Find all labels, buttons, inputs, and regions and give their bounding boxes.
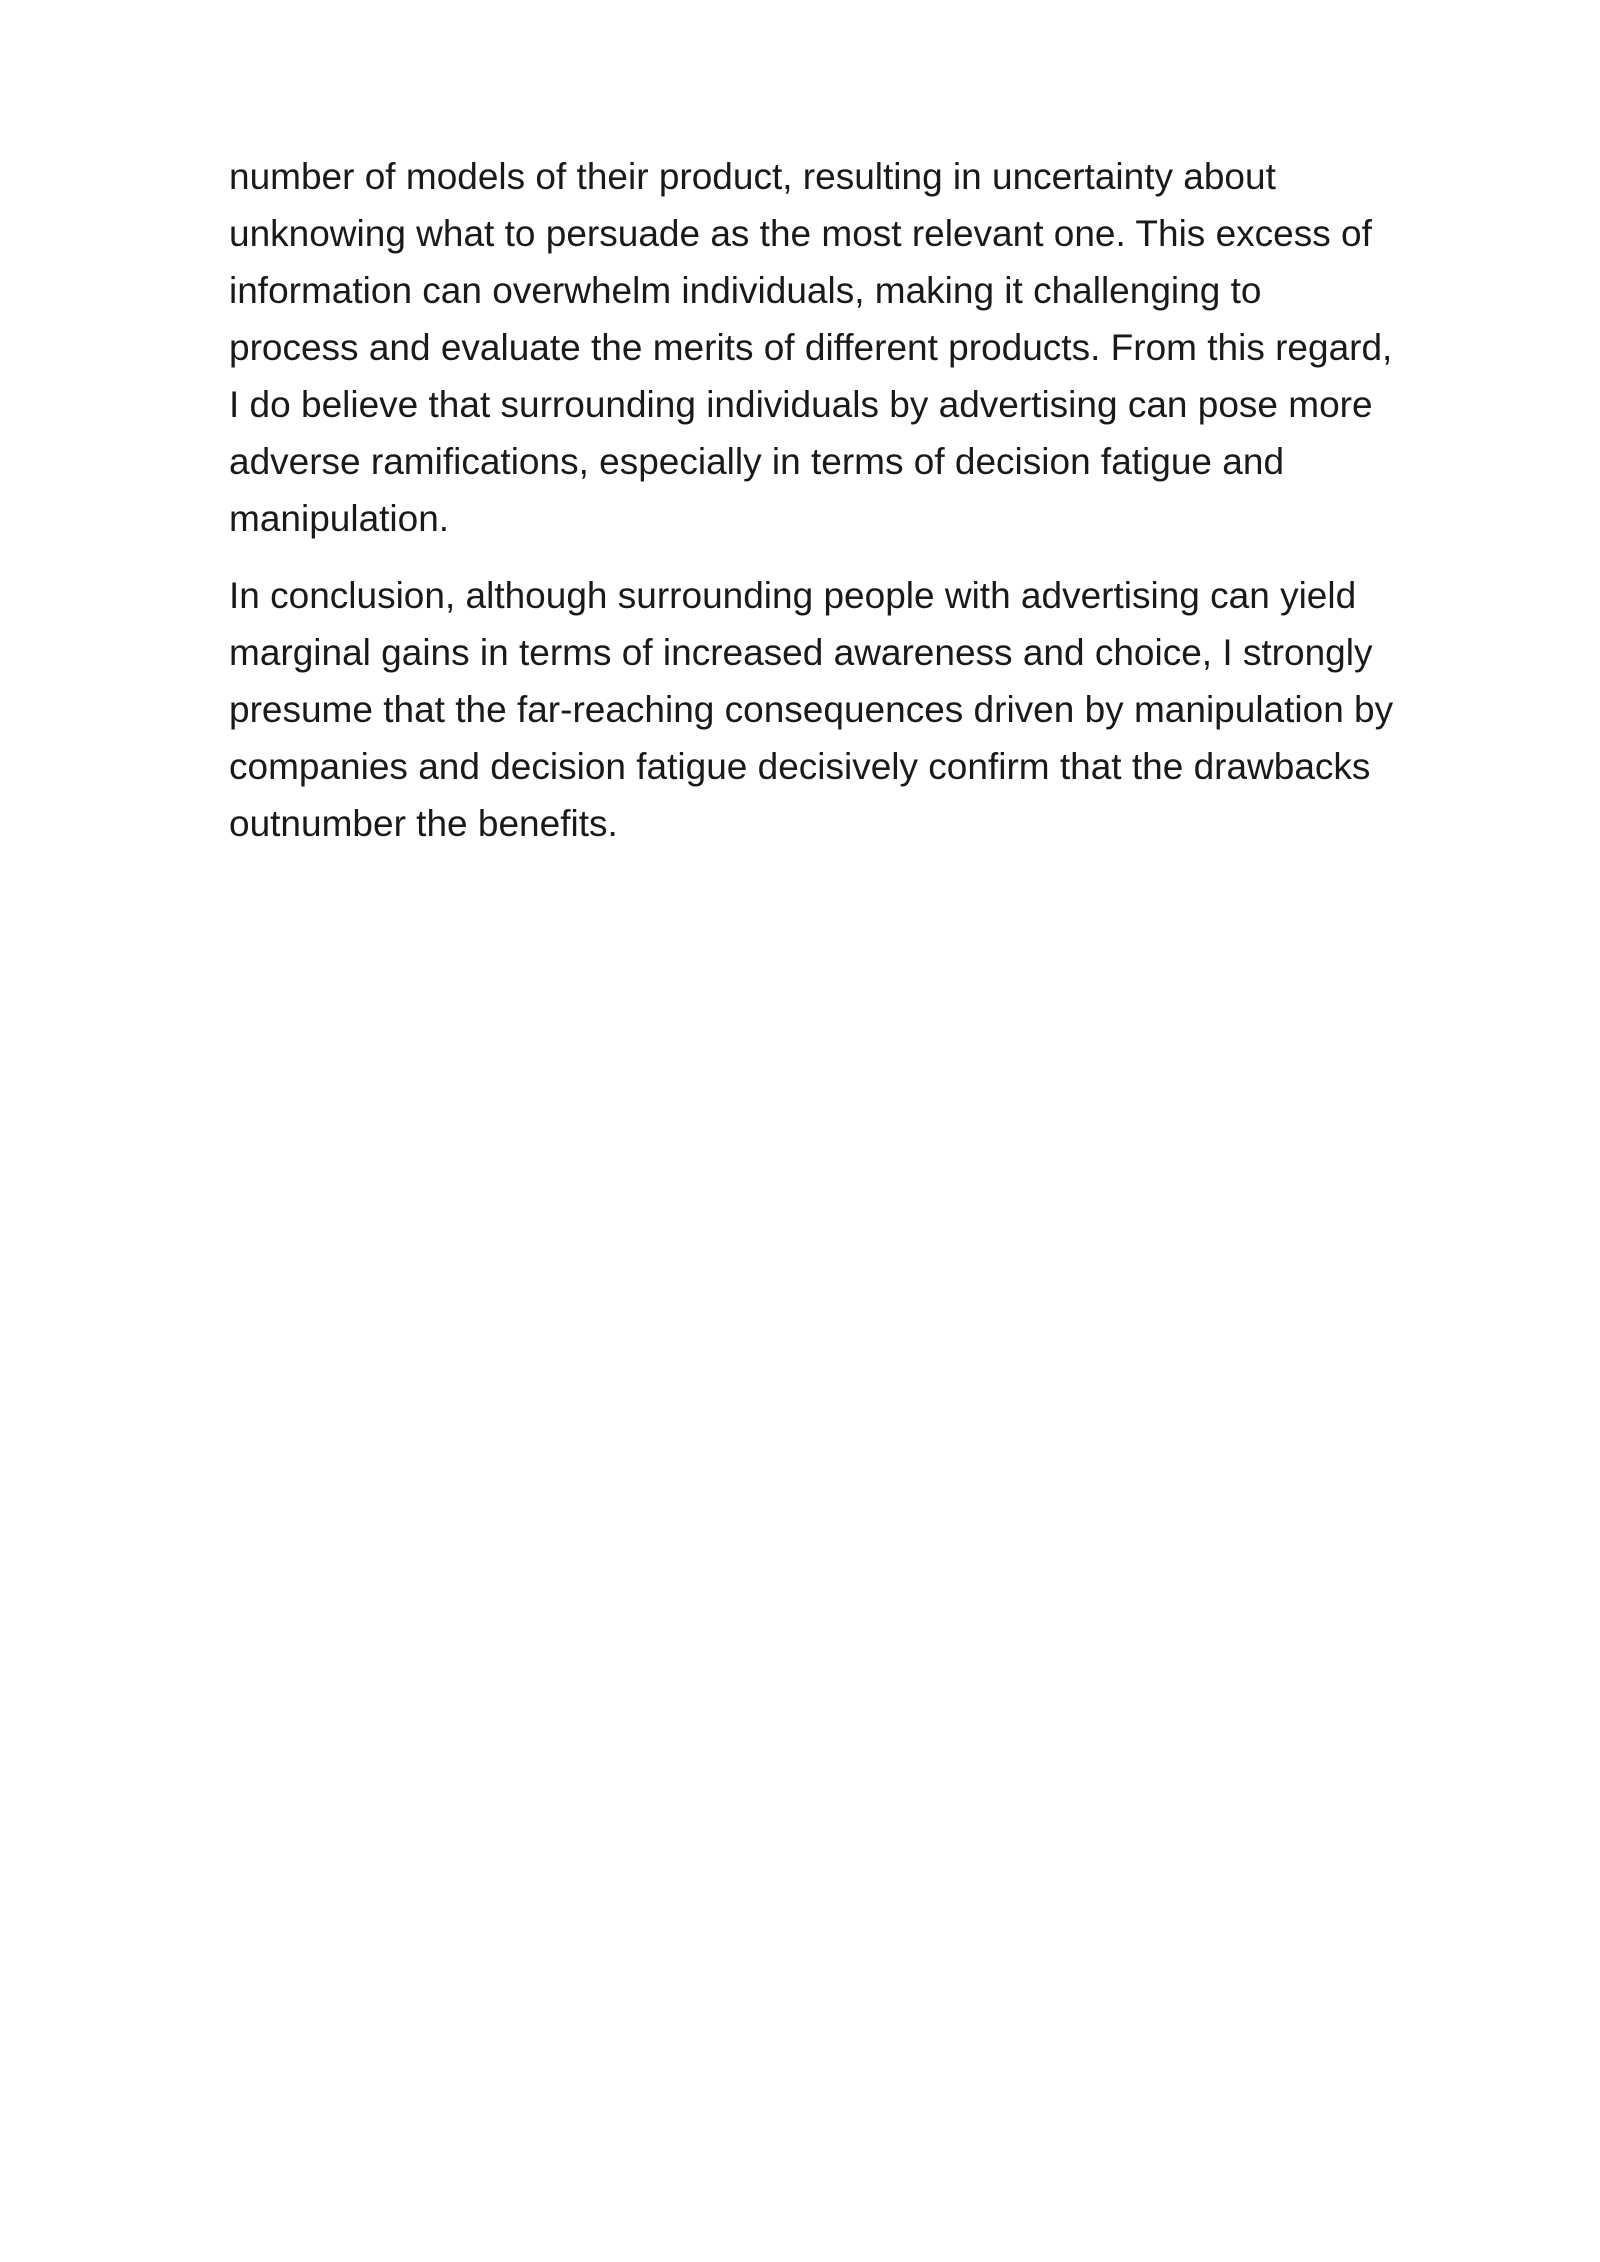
paragraph-continuation: number of models of their product, resulting in uncertainty about unknowing what to persuade as the most relevant one. This excess of information can overwhelm individuals, making it challenging to process and evaluate the merits of different products. From this regard, I do believe that surrounding individuals by advertising can pose more adverse ramifications, especially in terms of decision fatigue and manipulation. — [229, 156, 1393, 539]
paragraph-conclusion: In conclusion, although surrounding people with advertising can yield marginal gains in terms of increased awareness and choice, I strongly presume that the far-reaching consequences driven by manipulation by companies and decision fatigue decisively confirm that the drawbacks outnumber the benefits. — [229, 575, 1394, 844]
document-body — [229, 148, 1529, 852]
